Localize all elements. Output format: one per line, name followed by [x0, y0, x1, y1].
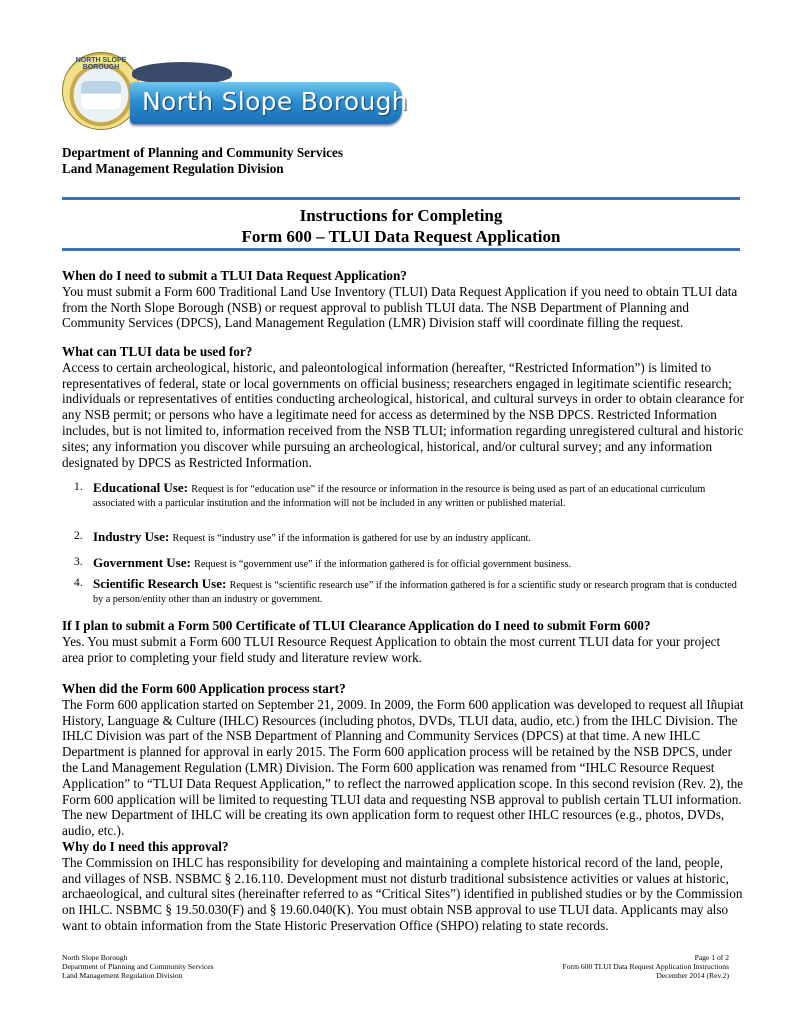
section-answer: The Form 600 application started on September 21, 2009. In 2009, the Form 600 application was developed to request all Iñupiat History, Language & Culture (IHLC) Resources (including photos, DVDs, TLUI data, audio, etc.) from the IHLC Division. The IHLC Division was part of the NSB Department of Planning and Community Services (DPCS) at that time. A new IHLC Department is planned for approval in early 2015. The Form 600 application process will be retained by the NSB DPCS, under the Land Management Regulation (LMR) Division. The Form 600 application was renamed from “IHLC Resource Request Application” to “TLUI Data Request Application,” to reflect the narrowed application scope. In this second revision (Rev. 2), the Form 600 application will be limited to requesting TLUI data and requesting NSB approval to publish certain TLUI information. The new Department of IHLC will be creating its own application form to request other IHLC resources (e.g., photos, DVDs, audio, etc.). — [62, 696, 744, 839]
footer-revision: December 2014 (Rev.2) — [656, 971, 729, 981]
footer-right — [563, 953, 729, 981]
title-line-1: Instructions for Completing — [299, 206, 503, 225]
document-title — [62, 205, 740, 247]
use-description: Request is “government use” if the information gathered is for official government business. — [194, 559, 572, 570]
section-process-start — [62, 681, 744, 839]
page-number: Page 1 of 2 — [694, 953, 729, 962]
department-header — [62, 145, 343, 177]
north-slope-borough-logo — [62, 52, 407, 128]
section-question: Why do I need this approval? — [62, 839, 229, 854]
list-number: 4. — [74, 577, 83, 589]
list-body: Scientific Research Use: Request is “scientific research use” if the information gathered is for a scientific study or research program that is conducted by a person/entity other than an industry or government. — [93, 576, 737, 605]
footer-org: North Slope Borough — [62, 953, 128, 962]
logo-title: North Slope Borough — [142, 87, 408, 116]
use-term: Educational Use — [93, 480, 184, 495]
department-name: Department of Planning and Community Services — [62, 145, 343, 160]
footer-division: Land Management Regulation Division — [62, 971, 183, 981]
use-term: Government Use — [93, 555, 187, 570]
use-description: Request is “scientific research use” if the information gathered is for a scientific study or research program that is conducted by a person/entity other than an industry or government. — [93, 580, 737, 605]
footer-doc-name: Form 600 TLUI Data Request Application Instructions — [562, 962, 729, 972]
seal-ring-text: NORTH SLOPE BOROUGH — [75, 57, 127, 71]
section-answer: You must submit a Form 600 Traditional Land Use Inventory (TLUI) Data Request Application if you need to obtain TLUI data from the North Slope Borough (NSB) or request approval to publish TLUI data. The NSB Department of Planning and Community Services (DPCS), Land Management Regulation (LMR) Division staff will coordinate filling the request. — [62, 283, 738, 331]
division-name: Land Management Regulation Division — [62, 161, 284, 176]
section-question: If I plan to submit a Form 500 Certificate of TLUI Clearance Application do I need to submit Form 600? — [62, 618, 651, 633]
seal-scene — [81, 81, 121, 109]
whale-icon — [132, 62, 232, 84]
section-form-500 — [62, 618, 744, 665]
section-why-approval — [62, 839, 744, 934]
section-question: When do I need to submit a TLUI Data Request Application? — [62, 268, 407, 283]
list-number: 3. — [74, 556, 83, 568]
section-question: When did the Form 600 Application process start? — [62, 681, 346, 696]
logo-banner — [130, 82, 408, 124]
list-body: Government Use: Request is “government use” if the information gathered is for official government business. — [93, 555, 572, 570]
footer-left — [62, 953, 214, 981]
list-body: Educational Use: Request is for “education use” if the resource or information in the resource is being used as part of an educational curriculum associated with a particular institution and the information will not be included in any written or published material. — [93, 480, 706, 509]
use-description: Request is “industry use” if the information is gathered for use by an industry applicant. — [172, 533, 531, 544]
section-answer: The Commission on IHLC has responsibility for developing and maintaining a complete historical record of the land, people, and villages of NSB. NSBMC § 2.16.110. Development must not disturb traditional subsistence activities or values at historic, archaeological, and cultural sites (hereinafter referred to as “Critical Sites”) identified in published studies or by the Commission on IHLC. NSBMC § 19.50.030(F) and § 19.60.040(K). You must obtain NSB approval to use TLUI data. Applicants may also want to obtain information from the State Historic Preservation Office (SHPO) relating to state records. — [62, 854, 743, 933]
list-number: 1. — [74, 481, 83, 493]
section-answer: Yes. You must submit a Form 600 TLUI Resource Request Application to obtain the most current TLUI data for your project area prior to completing your field study and literature review work. — [62, 633, 721, 665]
title-line-2: Form 600 – TLUI Data Request Application — [241, 227, 561, 246]
section-when-submit — [62, 268, 744, 331]
bottom-rule — [62, 248, 740, 251]
list-body: Industry Use: Request is “industry use” if the information is gathered for use by an industry applicant. — [93, 529, 531, 544]
section-question: What can TLUI data be used for? — [62, 344, 253, 359]
section-what-used-for — [62, 344, 744, 470]
top-rule — [62, 197, 740, 200]
footer-department: Department of Planning and Community Services — [62, 962, 214, 972]
section-answer: Access to certain archeological, historic, and paleontological information (hereafter, “Restricted Information”) is limited to representatives of federal, state or local governments on official business; researchers engaged in legitimate scientific research; individuals or representatives of entities conducting archeological, historical, and cultural surveys in order to obtain clearance for any NSB permit; or persons who have a legitimate need for access as determined by the NSB DPCS. Restricted Information includes, but is not limited to, information received from the NSB TLUI; information regarding unregistered cultural and historic sites; any information you discover while pursuing an archeological, historical, and/or cultural survey; and any information designated by DPCS as Restricted Information. — [62, 359, 744, 470]
list-number: 2. — [74, 530, 83, 542]
borough-seal-icon — [62, 52, 140, 130]
use-term: Scientific Research Use — [93, 576, 223, 591]
use-term: Industry Use — [93, 529, 165, 544]
use-description: Request is for “education use” if the resource or information in the resource is being used as part of an educational curriculum associated with a particular institution and the information will not be included in any written or published material. — [93, 484, 706, 509]
